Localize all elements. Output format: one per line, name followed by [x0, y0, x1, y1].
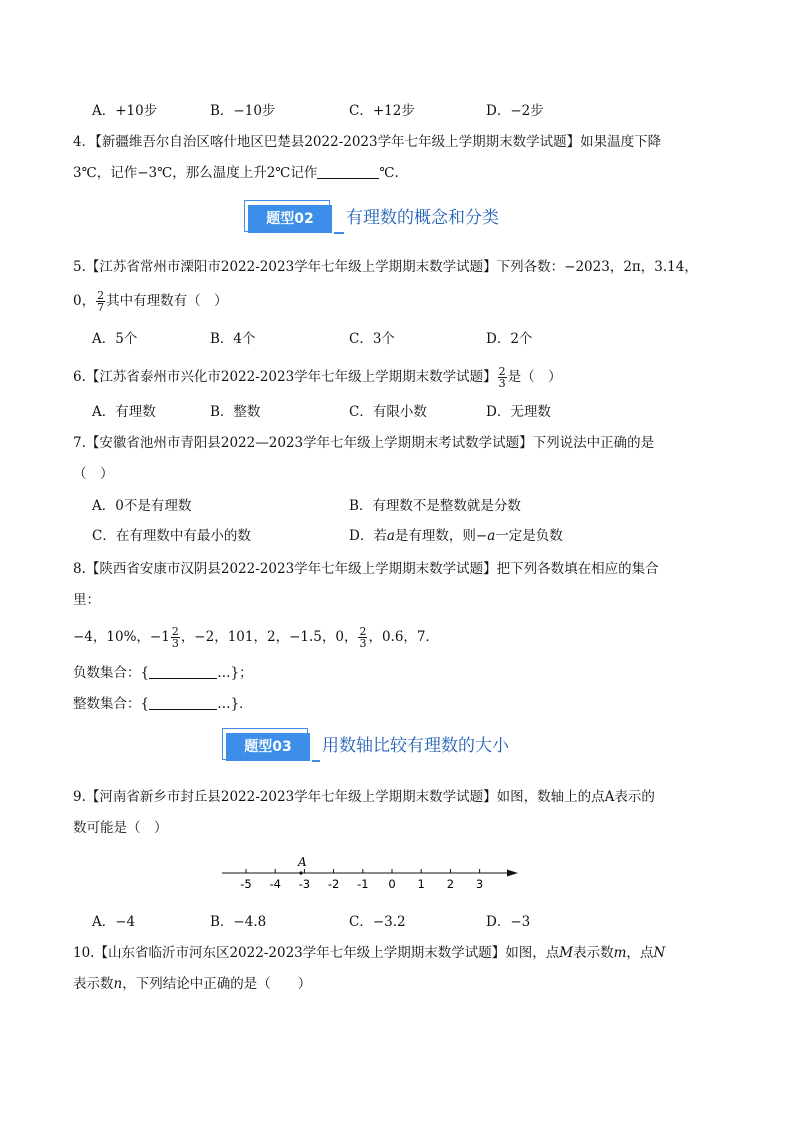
tick-label: 2: [446, 877, 455, 891]
q8-integer-set: [73, 695, 253, 713]
q7-option-b: B．有理数不是整数就是分数: [349, 498, 521, 514]
number-line-ticks: [240, 869, 483, 891]
q7-option-c: C．在有理数中有最小的数: [92, 528, 251, 544]
q10-text-a: 10.【山东省临沂市河东区2022-2023学年七年级上学期期末数学试题】如图，点: [73, 945, 560, 961]
q5-option-b: B．4个: [210, 331, 256, 347]
q6-option-d: D．无理数: [486, 404, 551, 420]
q8-int-label: 整数集合：{: [73, 696, 150, 712]
q10-text-d: 表示数: [73, 976, 114, 992]
q8-frac2-den: 3: [359, 637, 367, 650]
q5-frac-num: 2: [97, 289, 105, 302]
q3-option-c: C．+12步: [349, 103, 415, 119]
q7-d-text-c: 一定是负数: [495, 528, 563, 544]
q7-option-d: [349, 527, 563, 545]
q8-line-1: 8.【陕西省安康市汉阴县2022-2023学年七年级上学期期末数学试题】把下列各数填在相应的集合: [73, 561, 659, 577]
q9-line-2: 数可能是（ ）: [73, 820, 168, 836]
q6-option-a: A．有理数: [92, 404, 156, 420]
q9-option-b: B．−4.8: [210, 914, 267, 930]
tick-label: -2: [327, 877, 340, 891]
q10-n-var: n: [113, 976, 123, 992]
q7-line-2: （ ）: [73, 466, 114, 482]
q6-text-a: 6.【江苏省泰州市兴化市2022-2023学年七年级上学期期末数学试题】: [73, 369, 497, 385]
section-heading-03: [222, 728, 542, 762]
q10-line-2: [73, 975, 311, 993]
tick-label: -3: [298, 877, 311, 891]
q8-frac1-num: 2: [171, 625, 179, 638]
q4-line-2: [73, 164, 399, 182]
tick-label: -1: [357, 877, 369, 891]
section-heading-02: [244, 200, 534, 234]
q6-frac-den: 3: [498, 377, 506, 390]
q8-nums-a: −4，10%，−1: [73, 629, 170, 645]
section-badge: 题型03: [226, 733, 310, 761]
q6-option-c: C．有限小数: [349, 404, 427, 420]
q4-text-b: ℃.: [379, 165, 399, 181]
tick-label: 0: [388, 877, 396, 891]
q10-m-var: m: [613, 945, 627, 961]
q8-fraction-2: [358, 626, 367, 649]
q8-integer-blank[interactable]: [149, 695, 217, 710]
tick-label: 3: [475, 877, 484, 891]
q5-option-a: A．5个: [92, 331, 138, 347]
q8-frac2-num: 2: [359, 625, 367, 638]
tick-label: -4: [269, 877, 281, 891]
q10-text-c: ，点: [626, 945, 654, 961]
q10-line-1: [73, 944, 665, 962]
q8-negative-blank[interactable]: [149, 664, 217, 679]
q6-frac-num: 2: [498, 365, 506, 378]
q7-d-text-b: 是有理数，则: [394, 528, 476, 544]
q4-text-a: 3℃，记作−3℃，那么温度上升2℃记作: [73, 165, 318, 181]
q5-line-1: 5.【江苏省常州市溧阳市2022-2023学年七年级上学期期末数学试题】下列各数：−2023，2π，3.14，: [73, 259, 698, 275]
q5-text-b: 其中有理数有（ ）: [106, 293, 228, 309]
q10-text-e: ，下列结论中正确的是（ ）: [122, 976, 312, 992]
q10-n-label: N: [653, 945, 666, 961]
q6-line-1: [73, 366, 562, 389]
q5-option-c: C．3个: [349, 331, 395, 347]
q6-text-b: 是（ ）: [507, 369, 562, 385]
number-line-figure: [218, 852, 528, 896]
q7-d-text-a: D．若: [349, 528, 387, 544]
q5-fraction: [96, 290, 105, 313]
q8-frac1-den: 3: [171, 637, 179, 650]
q8-negative-set: [73, 664, 253, 682]
q9-option-a: A．−4: [92, 914, 136, 930]
tick-label: 1: [417, 877, 425, 891]
q3-option-a: A．+10步: [92, 103, 158, 119]
q9-option-d: D．−3: [486, 914, 531, 930]
q3-option-d: D．−2步: [486, 103, 544, 119]
q10-text-b: 表示数: [573, 945, 614, 961]
q3-option-b: B．−10步: [210, 103, 276, 119]
q8-neg-end: …}；: [217, 665, 253, 681]
q7-d-var: a: [386, 528, 395, 544]
q8-number-list: [73, 626, 439, 649]
section-badge: 题型02: [248, 205, 332, 233]
q8-nums-b: ，−2，101，2，−1.5，0，: [180, 629, 358, 645]
tick-label: -5: [240, 877, 252, 891]
heading-underline: [334, 232, 344, 234]
q7-option-a: A．0不是有理数: [92, 498, 192, 514]
section-title: 用数轴比较有理数的大小: [322, 736, 509, 756]
q8-neg-label: 负数集合：{: [73, 665, 150, 681]
q9-line-1: 9.【河南省新乡市封丘县2022-2023学年七年级上学期期末数学试题】如图，数轴上的点A表示的: [73, 789, 655, 805]
q5-option-d: D．2个: [486, 331, 533, 347]
q4-answer-blank[interactable]: [317, 164, 379, 179]
q10-m-label: M: [559, 945, 574, 961]
q4-line-1: 4．【新疆维吾尔自治区喀什地区巴楚县2022-2023学年七年级上学期期末数学试题】如果温度下降: [73, 134, 662, 150]
point-a-label: A: [298, 855, 307, 869]
q7-d-neg: −a: [475, 528, 496, 544]
section-title: 有理数的概念和分类: [346, 208, 499, 228]
q9-option-c: C．−3.2: [349, 914, 406, 930]
point-a-dot: [299, 871, 302, 874]
q8-nums-c: ，0.6，7．: [368, 629, 440, 645]
q5-line-2: [73, 290, 228, 313]
q5-frac-den: 7: [97, 301, 105, 314]
q6-fraction: [498, 366, 507, 389]
q8-line-2: 里：: [73, 592, 100, 608]
q6-option-b: B．整数: [210, 404, 261, 420]
q8-int-end: …}．: [217, 696, 253, 712]
number-line-arrow-icon: [507, 870, 518, 877]
q5-text-a: 0，: [73, 293, 96, 309]
heading-underline: [312, 760, 320, 762]
q7-line-1: 7.【安徽省池州市青阳县2022—2023学年七年级上学期期末考试数学试题】下列说法中正确的是: [73, 435, 655, 451]
q8-fraction-1: [171, 626, 180, 649]
